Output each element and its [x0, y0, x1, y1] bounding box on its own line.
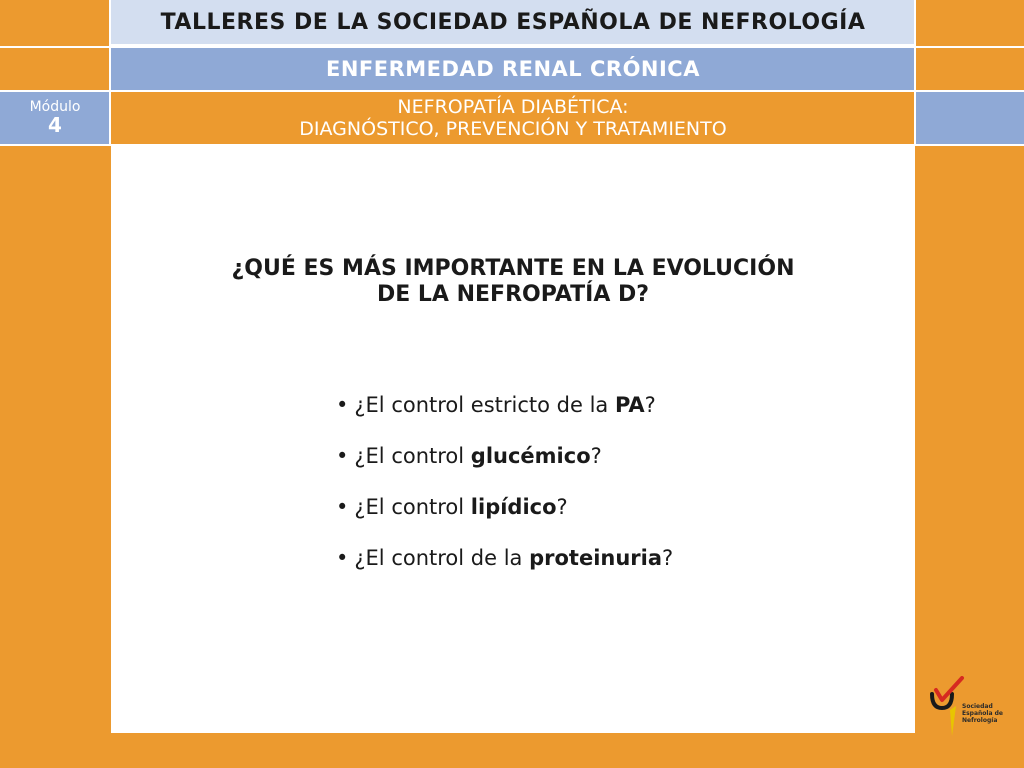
sen-logo-icon	[926, 676, 966, 740]
list-item	[336, 493, 673, 544]
question-heading	[111, 256, 915, 308]
header-subtitle	[111, 48, 915, 90]
logo-text	[962, 703, 1003, 724]
right-accent-box	[916, 92, 1024, 144]
slide-content	[111, 146, 915, 733]
logo-line-1: Sociedad	[962, 703, 993, 710]
header-title	[111, 0, 915, 46]
module-badge	[0, 92, 110, 144]
item-emphasis: PA	[614, 393, 645, 417]
divider	[914, 0, 916, 146]
item-emphasis: proteinuria	[529, 546, 663, 570]
logo-line-2: Española de	[962, 710, 1003, 717]
item-text: ?	[556, 495, 568, 519]
item-emphasis: lipídico	[470, 495, 557, 519]
topic-title	[111, 92, 915, 144]
item-text: ¿El control de la	[354, 546, 530, 570]
logo-line-3: Nefrología	[962, 717, 998, 724]
bullet-icon: •	[336, 393, 349, 417]
module-label: Módulo	[29, 99, 81, 115]
list-item	[336, 544, 673, 595]
bullet-icon: •	[336, 546, 349, 570]
header-title-text: TALLERES DE LA SOCIEDAD ESPAÑOLA DE NEFROLOGÍA	[160, 9, 866, 35]
item-text: ?	[590, 444, 602, 468]
divider	[109, 0, 111, 146]
topic-line-2: DIAGNÓSTICO, PREVENCIÓN Y TRATAMIENTO	[299, 118, 727, 140]
item-text: ?	[644, 393, 656, 417]
list-item	[336, 442, 673, 493]
topic-line-1: NEFROPATÍA DIABÉTICA:	[397, 96, 629, 118]
bullet-icon: •	[336, 495, 349, 519]
question-line-2: DE LA NEFROPATÍA D?	[376, 282, 650, 307]
item-text: ¿El control estricto de la	[354, 393, 615, 417]
bullet-icon: •	[336, 444, 349, 468]
question-line-1: ¿QUÉ ES MÁS IMPORTANTE EN LA EVOLUCIÓN	[231, 256, 795, 281]
sen-logo	[926, 676, 1018, 740]
item-text: ?	[662, 546, 674, 570]
options-list	[336, 391, 673, 595]
item-emphasis: glucémico	[470, 444, 591, 468]
item-text: ¿El control	[354, 495, 471, 519]
header-subtitle-text: ENFERMEDAD RENAL CRÓNICA	[326, 57, 700, 81]
list-item	[336, 391, 673, 442]
module-number: 4	[48, 113, 62, 137]
item-text: ¿El control	[354, 444, 471, 468]
